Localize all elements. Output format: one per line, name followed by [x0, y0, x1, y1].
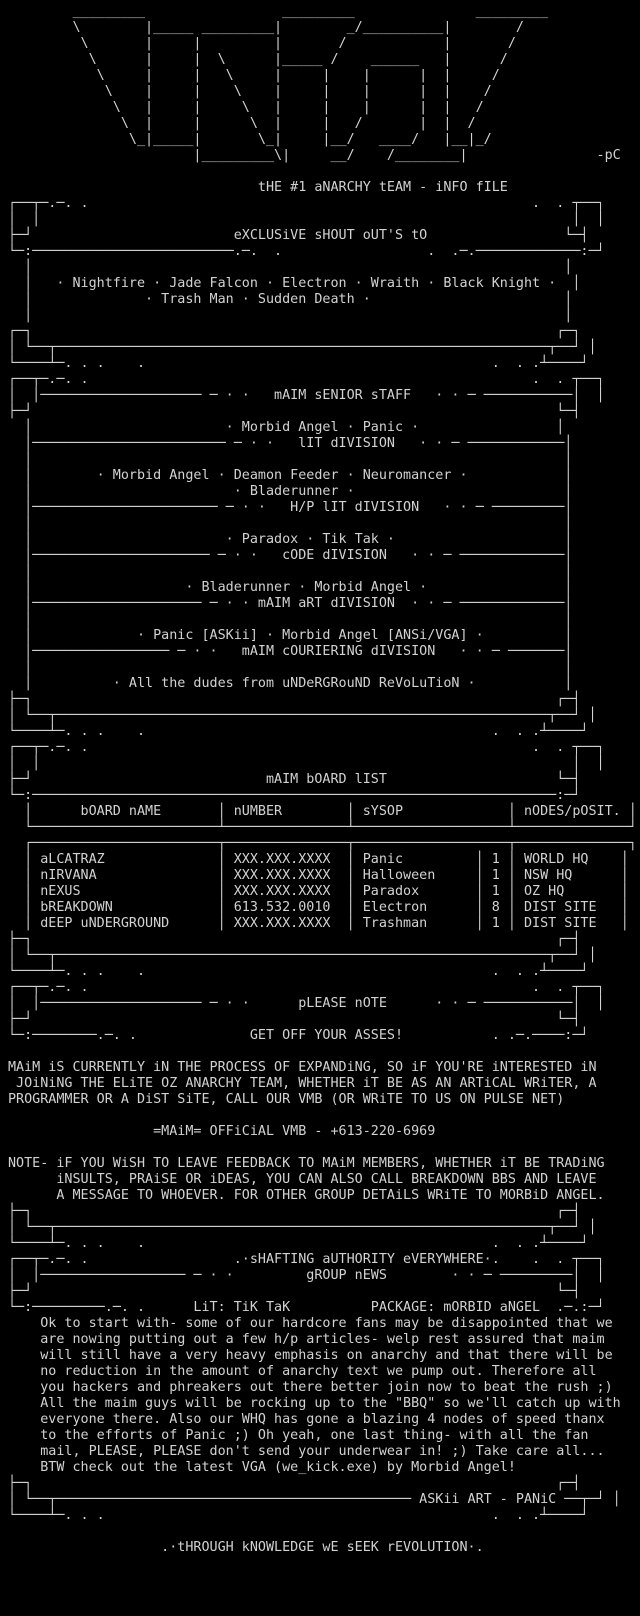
text-line: │ └──┬─────────────────────────────────────────────────────────────┬──┘ │ — [8, 1220, 597, 1235]
text-line: ┌───────────────────────┬───────────────┬───────────────────┬──────────────┐ — [8, 836, 637, 851]
text-line: │ nEXUS │ XXX.XXX.XXXX │ Paradox │ 1 │ OZ HQ │ — [8, 884, 629, 899]
text-line: │ │ — [8, 564, 573, 579]
text-line: MAiM iS CURRENTLY iN THE PROCESS OF EXPANDiNG, SO iF YOU'RE iNTERESTED iN — [8, 1060, 597, 1075]
text-line: you hackers and phreakers out there better join now to beat the rush ;) — [8, 1380, 613, 1395]
text-line: │─────────────────────── ─ · · H/P lIT dIVISION · · ─ ─────────│ — [8, 500, 573, 515]
text-line: │ · Paradox · Tik Tak · │ — [8, 532, 573, 547]
text-line: │ │ — [8, 260, 573, 275]
text-line: everyone there. Also our WHQ has gone a blazing 4 nodes of speed thanx — [8, 1412, 605, 1427]
text-line: └─:─────────────────────────────────────────────────────────────────:─┘ — [8, 788, 581, 803]
text-line: │ · Morbid Angel · Panic · │ — [8, 420, 565, 435]
text-line: └─:─────────.─. . LiT: TiK TaK PACKAGE: mORBID aNGEL .─.:─┘ — [8, 1300, 605, 1315]
text-line: ├─┐ ┌─┤ — [8, 692, 581, 707]
text-line: └────┴─. . . . . . .┴────┘ — [8, 964, 589, 979]
text-line: │ · Bladerunner · │ — [8, 484, 573, 499]
text-line: iNSULTS, PRAiSE OR iDEAS, YOU CAN ALSO CALL BREAKDOWN BBS AND LEAVE — [8, 1172, 597, 1187]
text-line: │ · Bladerunner · Morbid Angel · │ — [8, 580, 573, 595]
text-line: \ | | \ | | | | | / — [8, 84, 492, 99]
text-line: │ · Trash Man · Sudden Death · │ — [8, 292, 573, 307]
text-line: A MESSAGE TO WHOEVER. FOR OTHER GROUP DETAiLS WRiTE TO MORBiD ANGEL. — [8, 1188, 605, 1203]
text-line: ┌──┬─.─. . .·sHAFTING aUTHORITY eVERYWHERE·. . . ┬──┐ — [8, 1252, 605, 1267]
text-line: │ · Panic [ASKii] · Morbid Angel [ANSi/VGA] · │ — [8, 628, 573, 643]
text-line: |_________\| __/ /________| -pC — [8, 148, 621, 163]
text-line: └────┴─. . . . . . .┴────┘ — [8, 356, 589, 371]
text-line: \ | | | / | / — [8, 36, 516, 51]
text-line: ├─┘ eXCLUSiVE sHOUT oUT'S tO └─┤ — [8, 228, 589, 243]
text-line: │ └──┬─────────────────────────────────────────────────────────────┬──┘ │ — [8, 708, 597, 723]
text-line: no reduction in the amount of anarchy text we pump out. Therefore all — [8, 1364, 597, 1379]
text-line: NOTE- iF YOU WiSH TO LEAVE FEEDBACK TO MAiM MEMBERS, WHETHER iT BE TRADiNG — [8, 1156, 605, 1171]
text-line: │ nIRVANA │ XXX.XXX.XXXX │ Halloween │ 1 │ NSW HQ │ — [8, 868, 629, 883]
text-line: └───────────────────────┴───────────────┴───────────────────┴──────────────┘ — [8, 820, 637, 835]
text-line: \ |_____ _________| _/__________| / — [8, 20, 524, 35]
text-line: All the maim guys will be rocking up to the "BBQ" so we'll catch up with — [8, 1396, 621, 1411]
text-line: │ · Morbid Angel · Deamon Feeder · Neuromancer · │ — [8, 468, 573, 483]
text-line: │ │──────────────────── ─ · · pLEASE nOTE · · ─ ───────────│ │ — [8, 996, 605, 1011]
text-line: ┌──┬─.─. . . . ┬──┐ — [8, 740, 605, 755]
text-line: └────┴─. . . . . .┴────┘ — [8, 1508, 589, 1523]
text-line: ├─┐ ┌─┤ — [8, 1476, 581, 1491]
text-line: \ | | \ | | | | | / — [8, 68, 500, 83]
text-line: ├─┘ └─┤ — [8, 1284, 581, 1299]
text-line: JOiNiNG THE ELiTE OZ ANARCHY TEAM, WHETHER iT BE AS AN ARTiCAL WRiTER, A — [8, 1076, 597, 1091]
text-line: │ │ │ │ — [8, 212, 605, 227]
text-line: │ · All the dudes from uNDeRGRouND ReVoLuTioN · │ — [8, 676, 573, 691]
text-line: │ aLCATRAZ │ XXX.XXX.XXXX │ Panic │ 1 │ WORLD HQ │ — [8, 852, 629, 867]
text-line: Ok to start with- some of our hardcore fans may be disappointed that we — [8, 1316, 613, 1331]
text-line: │ bOARD nAME │ nUMBER │ sYSOP │ nODES/pOSIT. │ — [8, 804, 637, 819]
text-line: ┌──┬─.─. . . . ┬──┐ — [8, 980, 605, 995]
text-line: ├─┐ ┌─┤ — [8, 932, 581, 947]
text-line: ├─┘ mAIM bOARD lIST └─┤ — [8, 772, 581, 787]
text-line: │ │ — [8, 516, 573, 531]
text-line: │ │ │ │ — [8, 756, 605, 771]
text-line: =MAiM= OFFiCiAL VMB - +613-220-6969 — [8, 1124, 436, 1139]
text-line: ├─┘ └─┤ — [8, 404, 581, 419]
text-line: ┌──┬─.─. . . . ┬──┐ — [8, 196, 605, 211]
text-line: ├─┐ ┌─┤ — [8, 1204, 581, 1219]
text-line: │───────────────────── ─ · · mAIM aRT dIVISION · · ─ ─────────────│ — [8, 596, 573, 611]
text-line: .·tHROUGH kNOWLEDGE wE sEEK rEVOLUTION·. — [8, 1540, 484, 1555]
text-line: │ │ — [8, 612, 573, 627]
text-line: │ dEEP uNDERGROUND │ XXX.XXX.XXXX │ Trashman │ 1 │ DIST SITE │ — [8, 916, 629, 931]
text-line: └────┴─. . . . . . .┴────┘ — [8, 724, 589, 739]
text-line: │ │────────────────── ─ · · gROUP nEWS · · ─ ─────────│ │ — [8, 1268, 605, 1283]
text-line: │ │ — [8, 452, 573, 467]
text-line: \_|_____| \_| |__/ ____/ |__|_/ — [8, 132, 492, 147]
text-line: will still have a very heavy emphasis on anarchy and that there will be — [8, 1348, 613, 1363]
text-line: \ | | \ | | / | | / — [8, 116, 476, 131]
text-line: ┌──┬─.─. . . . ┬──┐ — [8, 372, 605, 387]
text-line: │──────────────────────── ─ · · lIT dIVISION · · ─ ────────────│ — [8, 436, 573, 451]
text-line: │ └──┬─────────────────────────────────────────────────────────────┬──┘ │ — [8, 948, 597, 963]
text-line: tHE #1 aNARCHY tEAM - iNFO fILE — [8, 180, 508, 195]
text-line: are nowing putting out a few h/p articles- welp rest assured that maim — [8, 1332, 605, 1347]
text-line: PROGRAMMER OR A DiST SiTE, CALL OUR VMB (OR WRiTE TO US ON PULSE NET) — [8, 1092, 565, 1107]
text-line: mail, PLEASE, PLEASE don't send your underwear in! ;) Take care all... — [8, 1444, 605, 1459]
text-line: ┌─┐ ┌─┐ — [8, 324, 581, 339]
text-line: └─:────────.─. . GET OFF YOUR ASSES! . .─.────:─┘ — [8, 1028, 589, 1043]
text-line: │────────────────────── ─ · · cODE dIVISION · · ─ ─────────────│ — [8, 548, 573, 563]
text-line: └────┴─. . . . . . .┴────┘ — [8, 1236, 589, 1251]
text-line: │───────────────── ─ · · mAIM cOURIERING dIVISION · · ─ ───────│ — [8, 644, 573, 659]
text-line: │ · Nightfire · Jade Falcon · Electron · Wraith · Black Knight · │ — [8, 276, 581, 291]
text-line: │ │ — [8, 660, 573, 675]
text-line: \ | | \ | | | | | / — [8, 100, 484, 115]
text-line: to the efforts of Panic ;) Oh yeah, one last thing- with all the fan — [8, 1428, 589, 1443]
text-line: │ bREAKDOWN │ 613.532.0010 │ Electron │ 8 │ DIST SITE │ — [8, 900, 629, 915]
text-line: │ │──────────────────── ─ · · mAIM sENIOR sTAFF · · ─ ───────────│ │ — [8, 388, 605, 403]
text-line: BTW check out the latest VGA (we_kick.exe) by Morbid Angel! — [8, 1460, 516, 1475]
text-line: │ └──┬──────────────────────────────────────────── ASKii ART - PANiC ──┬─┘ │ — [8, 1492, 621, 1507]
text-line: │ │ — [8, 308, 573, 323]
text-line: └─:─────────────────────────.─. . . .─.─────────────:─┘ — [8, 244, 605, 259]
text-line: \ | | \ |_____ / ______ | / — [8, 52, 508, 67]
text-line: _________ _________ _________ — [8, 4, 549, 19]
text-line: │ └──┬─────────────────────────────────────────────────────────────┬──┘ │ — [8, 340, 597, 355]
text-line: ├─┘ └─┤ — [8, 1012, 581, 1027]
